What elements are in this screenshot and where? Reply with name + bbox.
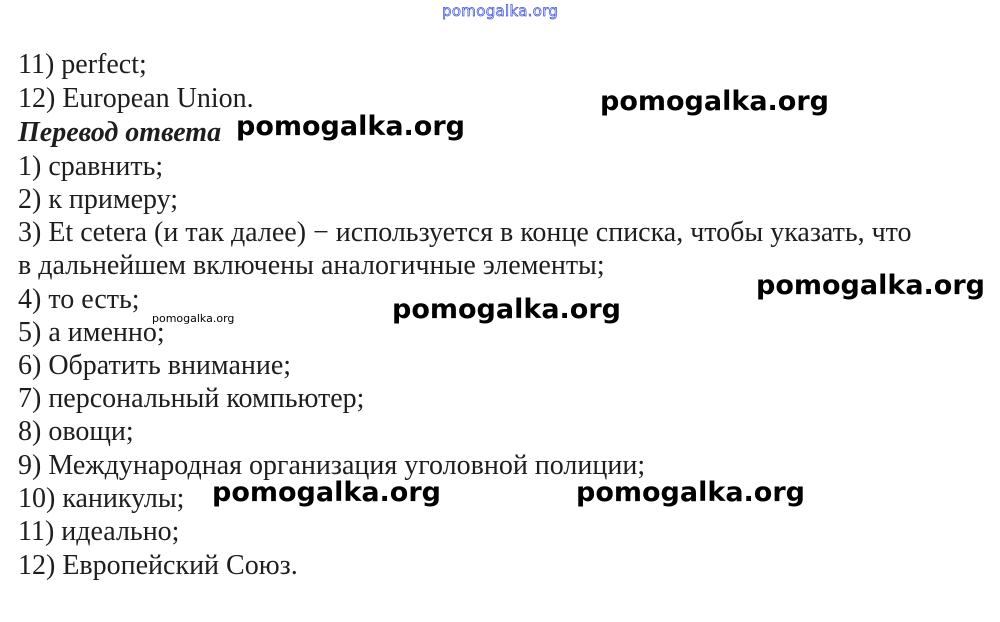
top-watermark: pomogalka.org: [442, 2, 559, 20]
watermark: pomogalka.org: [756, 270, 985, 301]
translation-line-8: 8) овощи;: [18, 416, 134, 447]
translation-line-6: 6) Обратить внимание;: [18, 350, 292, 381]
translation-line-9: 9) Международная организация уголовной полиции;: [18, 450, 646, 481]
translation-line-4: 4) то есть;: [18, 284, 140, 315]
watermark: pomogalka.org: [576, 477, 805, 508]
translation-line-7: 7) персональный компьютер;: [18, 383, 365, 414]
translation-line-5: 5) а именно;: [18, 317, 165, 348]
answer-line-12-en: 12) European Union.: [18, 83, 254, 114]
answer-line-11-en: 11) perfect;: [18, 49, 147, 80]
watermark-small: pomogalka.org: [152, 312, 235, 325]
section-heading: Перевод ответа: [18, 117, 222, 148]
translation-line-3-continued: в дальнейшем включены аналогичные элементы;: [18, 250, 605, 281]
translation-line-3: 3) Et cetera (и так далее) − используется в конце списка, чтобы указать, что: [18, 217, 912, 248]
translation-line-1: 1) сравнить;: [18, 151, 164, 182]
watermark: pomogalka.org: [212, 477, 441, 508]
watermark: pomogalka.org: [236, 111, 465, 142]
watermark: pomogalka.org: [392, 294, 621, 325]
translation-line-11: 11) идеально;: [18, 516, 180, 547]
translation-line-12: 12) Европейский Союз.: [18, 550, 298, 581]
translation-line-10: 10) каникулы;: [18, 483, 185, 514]
watermark: pomogalka.org: [600, 86, 829, 117]
translation-line-2: 2) к примеру;: [18, 184, 179, 215]
